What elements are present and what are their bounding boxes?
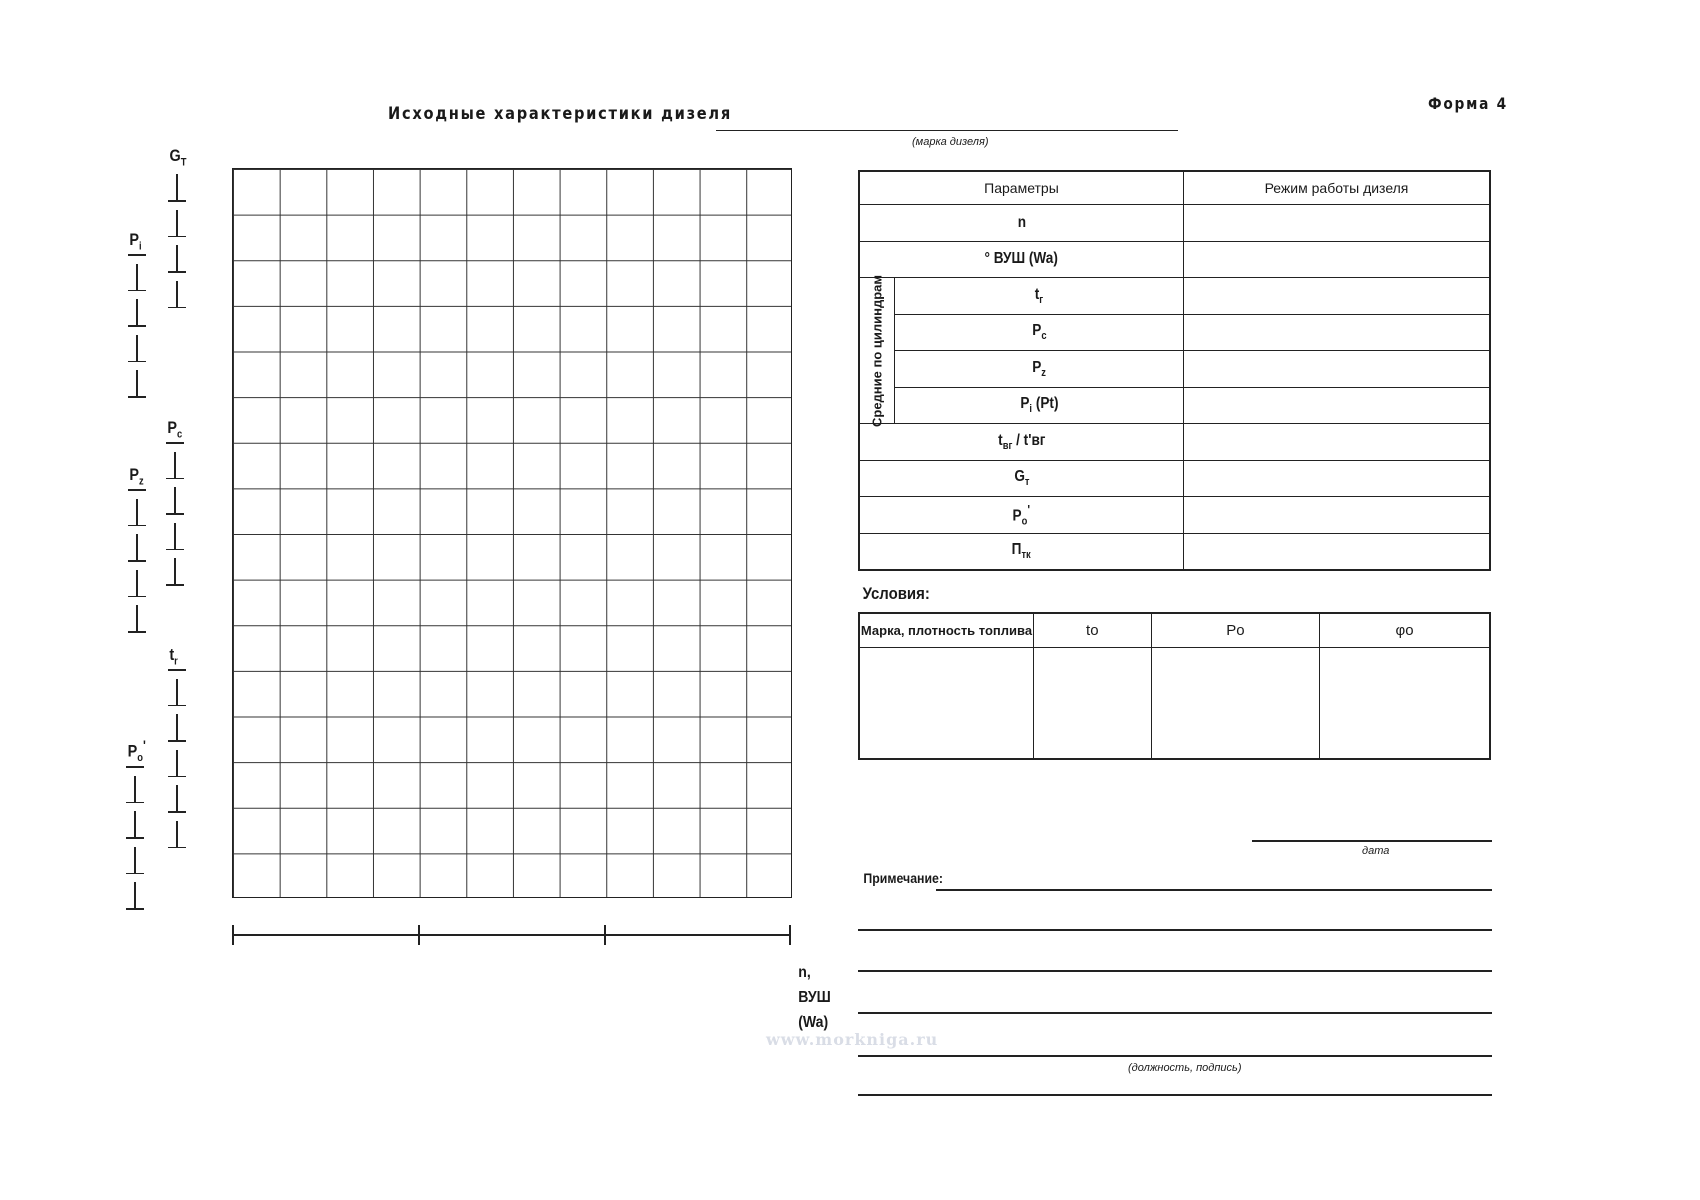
axis-tick <box>232 925 234 945</box>
scale-tr-label: $t_r$ <box>169 645 178 668</box>
scale-pz <box>128 465 146 633</box>
scale-pz-label: $P_z$ <box>129 465 144 488</box>
form-number: Форма 4 <box>1428 94 1508 113</box>
cond-phi-header: φo <box>1320 613 1490 648</box>
scale-tr <box>168 645 186 848</box>
cond-fuel-header: Марка, плотность топлива <box>859 613 1034 648</box>
cond-po-value[interactable] <box>1151 648 1319 760</box>
watermark: www.morkniga.ru <box>766 1030 939 1049</box>
cylinder-average-group: Средние по цилиндрам <box>859 278 895 424</box>
col-mode-header: Режим работы дизеля <box>1183 171 1490 205</box>
note-line[interactable] <box>858 1012 1492 1014</box>
conditions-table <box>858 612 1491 760</box>
form-title: Исходные характеристики дизеля <box>388 104 732 124</box>
cond-phi-value[interactable] <box>1320 648 1490 760</box>
bottom-axis-label: n, ВУШ (Wa) <box>798 964 831 1031</box>
param-ptk: $П_{тк}$ <box>859 533 1183 570</box>
date-field[interactable] <box>1252 840 1492 842</box>
bottom-axis <box>232 934 790 936</box>
note-line[interactable] <box>858 929 1492 931</box>
plot-grid[interactable] <box>232 168 792 898</box>
col-params-header: Параметры <box>859 171 1183 205</box>
brand-caption: (марка дизеля) <box>912 136 989 148</box>
diesel-brand-field[interactable] <box>716 130 1178 131</box>
extra-line[interactable] <box>858 1094 1492 1096</box>
note-line[interactable] <box>858 970 1492 972</box>
scale-pc-label: $P_c$ <box>167 418 183 441</box>
conditions-title: Условия: <box>862 584 930 603</box>
param-tvg: $t_{вг} / t'вг$ <box>859 424 1183 461</box>
param-pi: $P_i$ (Pt) <box>895 387 1184 424</box>
param-n: n <box>859 205 1183 242</box>
param-vush: ° ВУШ (Wa) <box>859 241 1183 278</box>
scale-po-label: $P_o'$ <box>127 738 146 765</box>
scale-pc <box>166 418 184 586</box>
param-tg: $t_г$ <box>895 278 1184 315</box>
param-n-value[interactable] <box>1183 205 1490 242</box>
signature-line[interactable] <box>858 1055 1492 1057</box>
param-po-value[interactable] <box>1183 497 1490 534</box>
param-pc: $P_c$ <box>895 314 1184 351</box>
cond-fuel-value[interactable] <box>859 648 1034 760</box>
signature-caption: (должность, подпись) <box>1128 1062 1242 1074</box>
parameters-table <box>858 170 1491 571</box>
param-tvg-value[interactable] <box>1183 424 1490 461</box>
param-gt-value[interactable] <box>1183 460 1490 497</box>
param-pc-value[interactable] <box>1183 314 1490 351</box>
date-caption: дата <box>1362 845 1390 857</box>
param-pi-value[interactable] <box>1183 387 1490 424</box>
axis-tick <box>789 925 791 945</box>
axis-tick <box>604 925 606 945</box>
axis-tick <box>418 925 420 945</box>
cond-to-value[interactable] <box>1034 648 1152 760</box>
param-vush-value[interactable] <box>1183 241 1490 278</box>
scale-gt-label: $G_T$ <box>169 146 187 169</box>
param-gt: $G_т$ <box>859 460 1183 497</box>
param-po: $P_o'$ <box>859 497 1183 534</box>
param-pz-value[interactable] <box>1183 351 1490 388</box>
param-ptk-value[interactable] <box>1183 533 1490 570</box>
note-label: Примечание: <box>863 870 944 886</box>
scale-po <box>126 738 147 910</box>
scale-pi-label: $P_i$ <box>129 230 142 253</box>
param-tg-value[interactable] <box>1183 278 1490 315</box>
param-pz: $P_z$ <box>895 351 1184 388</box>
cond-to-header: to <box>1034 613 1152 648</box>
note-line[interactable] <box>936 889 1492 891</box>
scale-pi <box>128 230 146 398</box>
cond-po-header: Po <box>1151 613 1319 648</box>
scale-gt <box>168 146 188 308</box>
